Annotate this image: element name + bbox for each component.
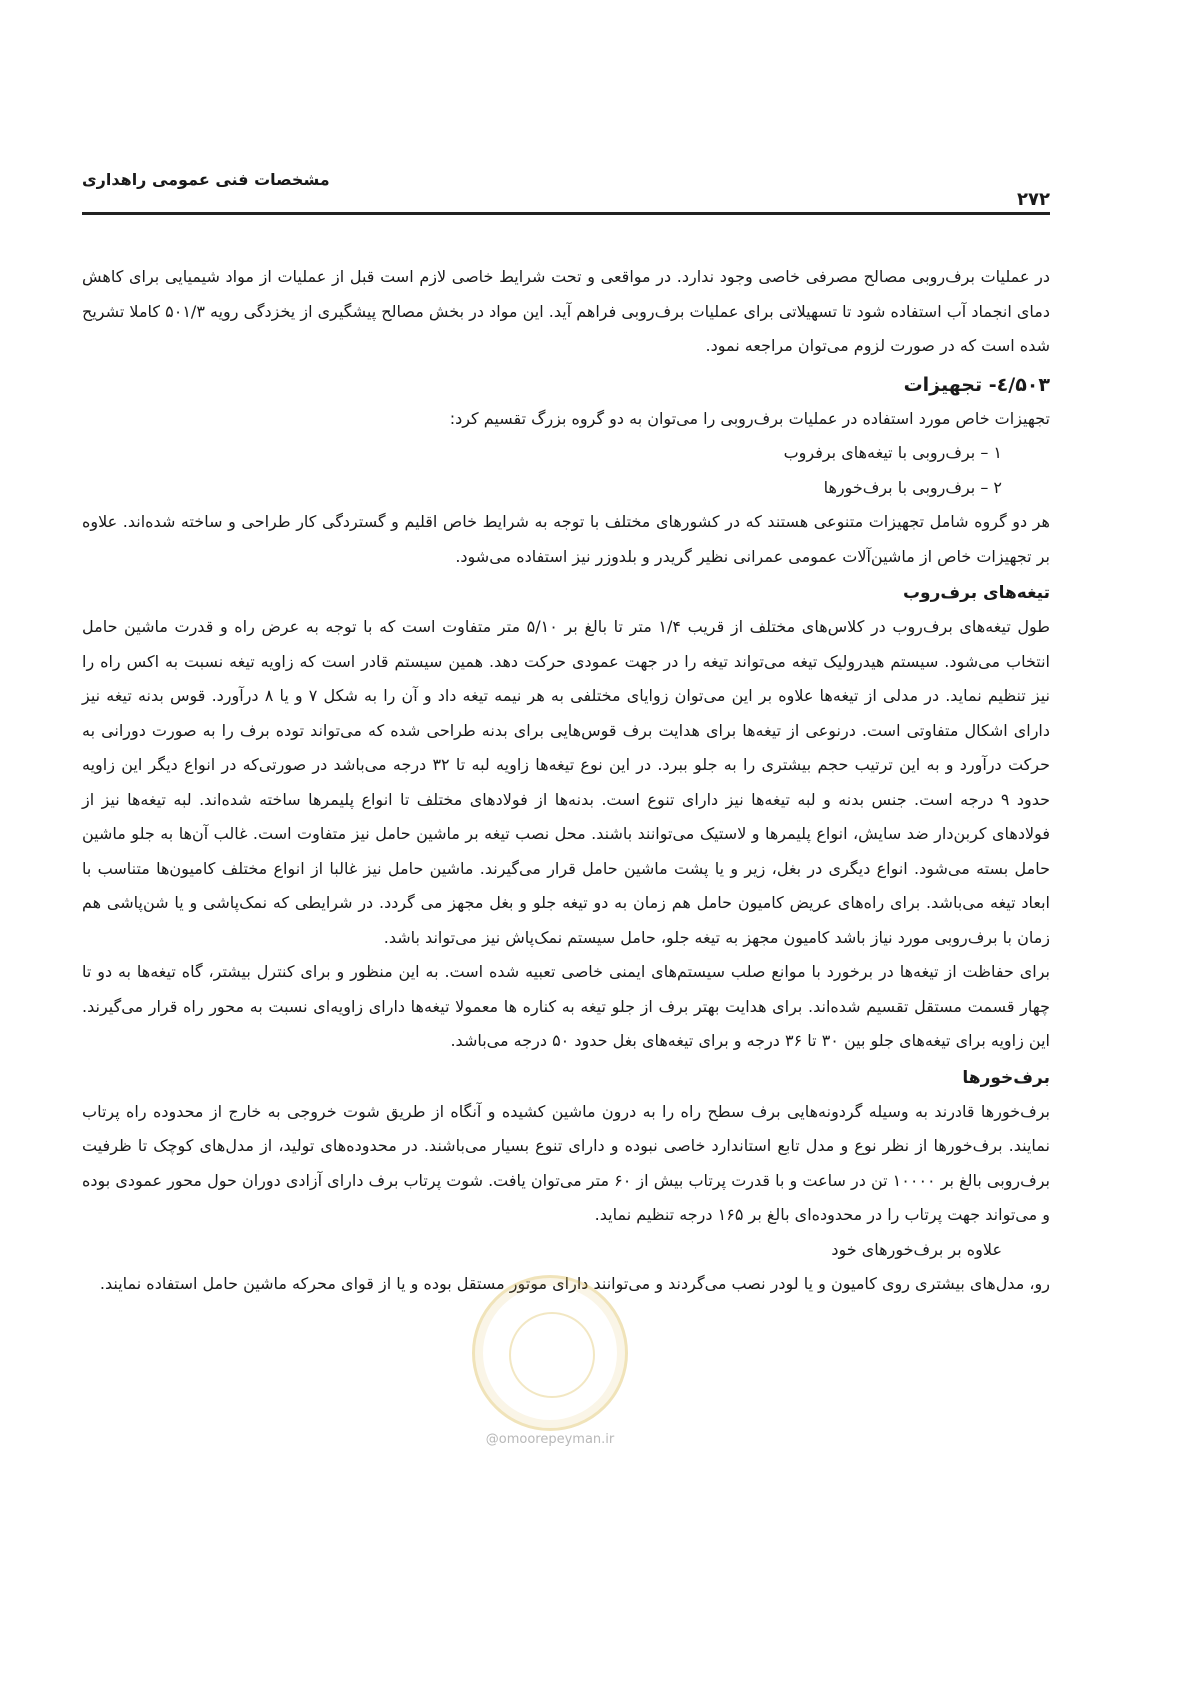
paragraph-equipment-groups: هر دو گروه شامل تجهیزات متنوعی هستند که در کشورهای مختلف با توجه به شرایط خاص اقلیم و گستردگی کار طراحی و ساخته شده‌اند. علاوه بر تجهیزات خاص از ماشین‌آلات عمومی عمرانی نظیر گریدر و بلدوزر نیز استفاده می‌شود. (82, 512, 1050, 566)
watermark-text: @omoorepeyman.ir (485, 1432, 615, 1447)
running-title: مشخصات فنی عمومی راهداری (82, 170, 330, 189)
paragraph-mounted-blowers: رو، مدل‌های بیشتری روی کامیون و یا لودر نصب می‌گردند و می‌توانند دارای موتور مستقل بوده و یا از قوای محرکه ماشین حامل استفاده نمایند. (99, 1274, 1050, 1293)
paragraph-chemicals: در عملیات برف‌روبی مصالح مصرفی خاصی وجود ندارد. در مواقعی و تحت شرایط خاصی لازم است قبل از عملیات از مواد شیمیایی برای کاهش دمای انجماد آب استفاده شود تا تسهیلاتی برای عملیات برف‌روبی فراهم آید. این مواد در بخش مصالح پیشگیری از یخزدگی رویه ۵۰۱/۳ کاملا تشریح شده است که در صورت لزوم می‌توان مراجعه نمود. (82, 267, 1050, 355)
page-number: ۲۷۲ (1017, 189, 1050, 210)
header-rule (82, 212, 1050, 215)
paragraph-snow-blowers: برف‌خورها قادرند به وسیله گردونه‌هایی برف سطح راه را به درون ماشین کشیده و آنگاه از طریق شوت خروجی به خارج از محدوده راه پرتاب نمایند. برف‌خورها از نظر نوع و مدل تابع استاندارد خاصی نبوده و دارای تنوع بسیار می‌باشند. در محدوده‌های تولید، از مدل‌های کوچک تا ظرفیت برف‌روبی بالغ بر ۱۰۰۰۰ تن در ساعت و با قدرت پرتاب بیش از ۶۰ متر می‌توان یافت. شوت پرتاب برف دارای آزادی دوران حول محور عمودی بوده و می‌تواند جهت پرتاب را در محدوده‌ای بالغ بر ۱۶۵ درجه تنظیم نماید. (82, 1101, 1051, 1224)
paragraph-blades: طول تیغه‌های برف‌روب در کلاس‌های مختلف از قریب ۱/۴ متر تا بالغ بر ۵/۱۰ متر متفاوت است که با توجه به عرض راه و قدرت ماشین حامل انتخاب می‌شود. سیستم هیدرولیک تیغه می‌تواند تیغه را در جهت عمودی حرکت دهد. همین سیستم قادر است که زاویه تیغه نسبت به اکس راه را نیز تنظیم نماید. در مدلی از تیغه‌ها علاوه بر این می‌توان زوایای مختلفی به هر نیمه تیغه داد و آن را به شکل ۷ و یا ۸ درآورد. قوس بدنه تیغه نیز دارای اشکال متفاوتی است. درنوعی از تیغه‌ها برای هدایت برف قوس‌هایی برای بدنه طراحی شده که می‌تواند توده برف را به صورت دورانی به حرکت درآورد و به این ترتیب حجم بیشتری را به جلو ببرد. در این نوع تیغه‌ها زاویه لبه تا ۳۲ درجه می‌باشد در صورتی‌که در انواع دیگر این زاویه حدود ۹ درجه است. جنس بدنه و لبه تیغه‌ها نیز دارای تنوع است. بدنه‌ها از فولادهای مختلف تا انواع پلیمرها ساخته شده‌اند. لبه تیغه‌ها نیز از فولادهای کربن‌دار ضد سایش، انواع پلیمرها و لاستیک می‌توانند باشند. محل نصب تیغه بر ماشین حامل نیز متفاوت است. غالب آن‌ها به جلو ماشین حامل بسته می‌شود. انواع دیگری در بغل، زیر و یا پشت ماشین حامل قرار می‌گیرند. ماشین حامل نیز غالبا از انواع مختلف کامیون‌ها متناسب با ابعاد تیغه می‌باشد. برای راه‌های عریض کامیون حامل هم زمان به دو تیغه جلو و بغل مجهز می گردد. در شرایطی که نمک‌پاشی و یا شن‌پاشی هم زمان با برف‌روبی مورد نیاز باشد کامیون مجهز به تیغه جلو، حامل سیستم نمک‌پاش نیز می‌تواند باشد. (82, 617, 1051, 947)
paragraph-self-propelled: علاوه بر برف‌خورهای خود (831, 1239, 1002, 1259)
paragraph-blade-safety: برای حفاظت از تیغه‌ها در برخورد با موانع صلب سیستم‌های ایمنی خاصی تعبیه شده است. به این منظور و برای کنترل بیشتر، گاه تیغه‌ها به دو تا چهار قسمت مستقل تقسیم شده‌اند. برای هدایت بهتر برف از جلو تیغه به کناره ها معمولا تیغه‌ها دارای زاویه‌ای نسبت به محور راه قرار می‌گیرند. این زاویه برای تیغه‌های جلو بین ۳۰ تا ۳۶ درجه و برای تیغه‌های بغل حدود ۵۰ درجه می‌باشد. (82, 962, 1050, 1050)
list-item-1: ۱ – برف‌روبی با تیغه‌های برفروب (783, 443, 1002, 462)
paragraph-equipment-intro: تجهیزات خاص مورد استفاده در عملیات برف‌روبی را می‌توان به دو گروه بزرگ تقسیم کرد: (449, 408, 1050, 428)
section-heading-equipment: ۵۰۳/٤- تجهیزات (903, 373, 1050, 396)
page-header (82, 170, 1050, 218)
list-item-2: ۲ – برف‌روبی با برف‌خورها (823, 477, 1002, 497)
subheading-snow-blowers: برف‌خورها (962, 1067, 1050, 1088)
body-text (82, 260, 1050, 1302)
watermark-seal-inner (509, 1312, 595, 1398)
subheading-blades: تیغه‌های برف‌روب (902, 583, 1050, 603)
